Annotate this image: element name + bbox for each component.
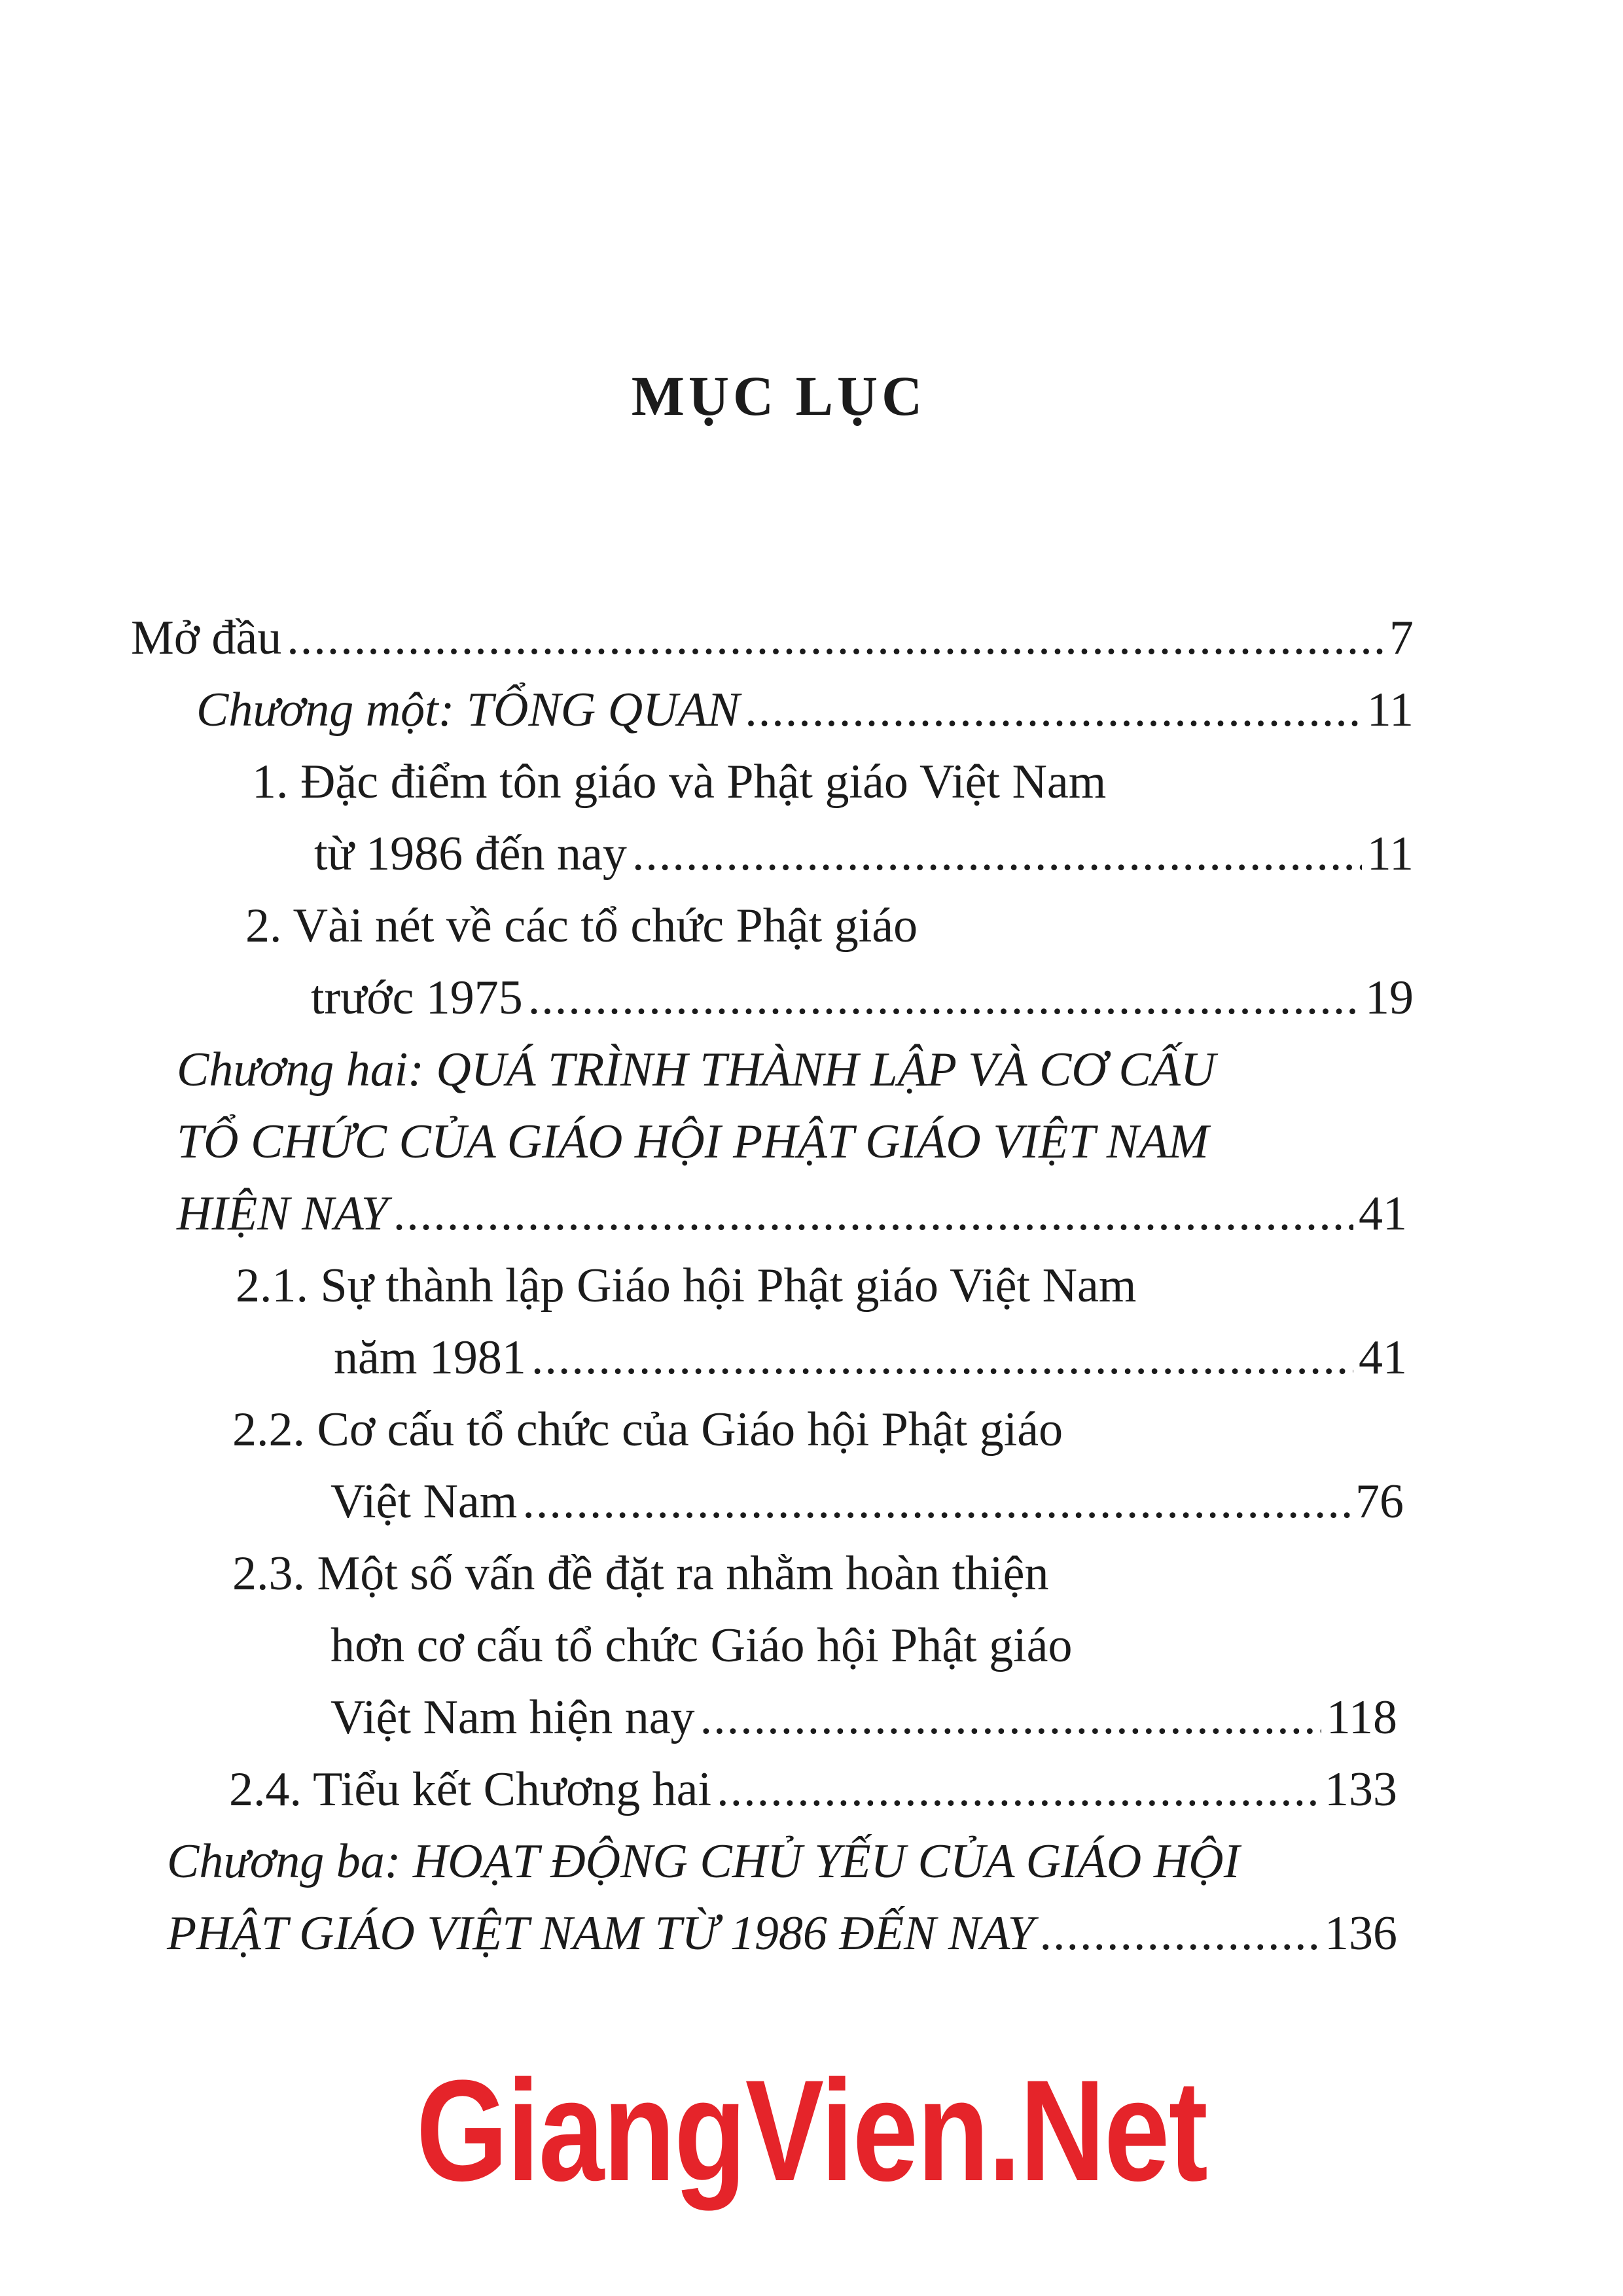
toc-entry-text: năm 1981 — [334, 1331, 526, 1385]
toc-entry-text: 2.4. Tiểu kết Chương hai — [229, 1763, 712, 1816]
toc-entry-text: 2.1. Sự thành lập Giáo hội Phật giáo Việt Nam — [236, 1259, 1137, 1313]
watermark-logo: GiangVien.Net — [416, 2050, 1207, 2211]
toc-entry-text: Chương ba: HOẠT ĐỘNG CHỦ YẾU CỦA GIÁO HỘI — [167, 1835, 1240, 1888]
toc-page-number: 76 — [1355, 1475, 1404, 1528]
dot-leader — [528, 965, 1360, 1031]
toc-entry-section-2-4 — [229, 1757, 1397, 1822]
dot-leader — [287, 605, 1384, 671]
toc-page-number: 11 — [1366, 683, 1414, 737]
dot-leader — [632, 821, 1362, 887]
toc-entry-section-2-2-line-1 — [232, 1397, 1063, 1462]
toc-entry-text: 1. Đặc điểm tôn giáo và Phật giáo Việt Nam — [252, 755, 1107, 809]
toc-entry-text: Việt Nam — [330, 1475, 518, 1528]
toc-entry-chapter-two-line-3 — [177, 1181, 1407, 1246]
page-title: MỤC LỤC — [631, 364, 927, 427]
toc-entry-chapter-two-line-1 — [177, 1037, 1215, 1103]
toc-entry-section-1-line-2 — [314, 821, 1414, 887]
toc-entry-text: PHẬT GIÁO VIỆT NAM TỪ 1986 ĐẾN NAY — [167, 1907, 1035, 1960]
toc-entry-text: HIỆN NAY — [177, 1187, 388, 1241]
toc-entry-introduction — [131, 605, 1414, 671]
toc-entry-text: TỔ CHỨC CỦA GIÁO HỘI PHẬT GIÁO VIỆT NAM — [177, 1115, 1209, 1169]
toc-entry-chapter-one — [196, 677, 1414, 743]
toc-page-number: 41 — [1359, 1187, 1407, 1241]
toc-entry-text: hơn cơ cấu tổ chức Giáo hội Phật giáo — [330, 1619, 1073, 1672]
toc-entry-text: 2. Vài nét về các tổ chức Phật giáo — [245, 899, 918, 953]
toc-entry-text: Chương hai: QUÁ TRÌNH THÀNH LẬP VÀ CƠ CẤU — [177, 1043, 1216, 1097]
toc-entry-section-2-3-line-1 — [232, 1541, 1048, 1606]
dot-leader — [700, 1685, 1321, 1750]
dot-leader — [745, 677, 1362, 743]
toc-entry-text: Việt Nam hiện nay — [330, 1691, 695, 1744]
toc-entry-section-2-line-2 — [311, 965, 1414, 1031]
toc-entry-text: Chương một: TỔNG QUAN — [196, 683, 740, 737]
toc-entry-chapter-three-line-1 — [167, 1829, 1240, 1894]
toc-entry-section-1-line-1 — [252, 749, 1106, 815]
toc-entry-section-2-2-line-2 — [330, 1469, 1404, 1534]
toc-entry-text: từ 1986 đến nay — [314, 827, 627, 881]
toc-entry-chapter-two-line-2 — [177, 1109, 1209, 1174]
toc-page-number: 136 — [1325, 1907, 1397, 1960]
dot-leader — [531, 1325, 1353, 1390]
toc-page-number: 41 — [1359, 1331, 1407, 1385]
toc-entry-section-2-1-line-2 — [334, 1325, 1407, 1390]
toc-entry-section-2-3-line-3 — [330, 1685, 1397, 1750]
dot-leader — [393, 1181, 1353, 1246]
toc-entry-section-2-line-1 — [245, 893, 918, 959]
toc-entry-section-2-3-line-2 — [330, 1613, 1073, 1678]
dot-leader — [717, 1757, 1319, 1822]
toc-page-number: 133 — [1325, 1763, 1397, 1816]
toc-page-number: 11 — [1366, 827, 1414, 881]
toc-page-number: 19 — [1365, 971, 1414, 1025]
toc-entry-text: 2.3. Một số vấn đề đặt ra nhằm hoàn thiện — [232, 1547, 1049, 1600]
toc-page-number: 118 — [1326, 1691, 1397, 1744]
toc-entry-text: trước 1975 — [311, 971, 523, 1025]
dot-leader — [1040, 1901, 1319, 1966]
toc-entry-text: Mở đầu — [131, 611, 282, 665]
toc-entry-section-2-1-line-1 — [236, 1253, 1136, 1318]
dot-leader — [522, 1469, 1350, 1534]
toc-entry-text: 2.2. Cơ cấu tổ chức của Giáo hội Phật giáo — [232, 1403, 1063, 1457]
toc-entry-chapter-three-line-2 — [167, 1901, 1397, 1966]
toc-page-number: 7 — [1389, 611, 1414, 665]
